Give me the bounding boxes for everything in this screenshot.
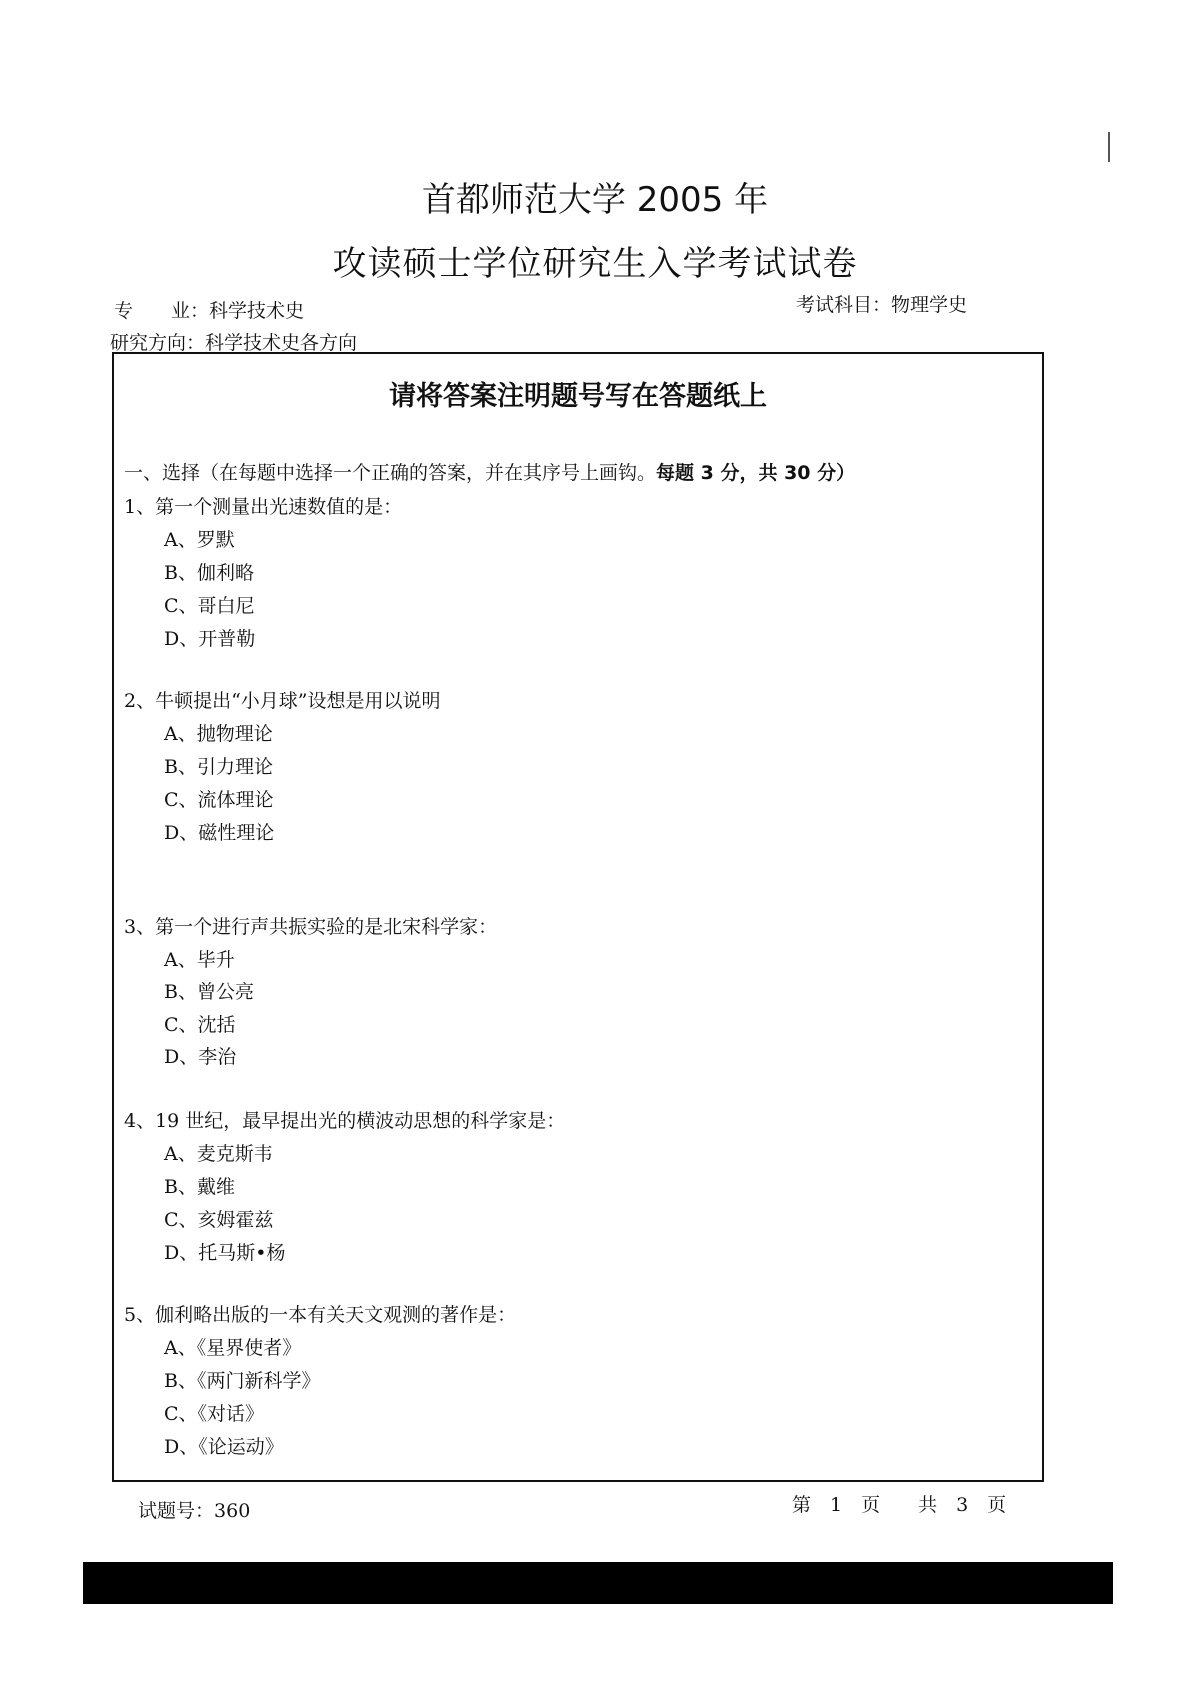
option: D、《论运动》: [164, 1436, 284, 1458]
option: A、《星界使者》: [164, 1337, 302, 1359]
exam-code: [138, 1496, 250, 1523]
page-number: 第 1 页 共 3 页: [792, 1494, 1007, 1516]
direction-row: [110, 328, 357, 355]
exam-title-university: 首都师范大学 2005 年: [421, 180, 769, 220]
major-label: 专 业：: [114, 300, 210, 322]
answer-instruction: 请将答案注明题号写在答题纸上: [389, 381, 767, 412]
option: B、《两门新科学》: [164, 1370, 321, 1392]
section-text: 一、选择（在每题中选择一个正确的答案，并在其序号上画钩。: [124, 462, 657, 484]
question-stem: 3、第一个进行声共振实验的是北宋科学家：: [124, 916, 498, 938]
section-heading: [124, 458, 855, 485]
option: B、伽利略: [164, 562, 254, 584]
question-stem: 5、伽利略出版的一本有关天文观测的著作是：: [124, 1304, 517, 1326]
scan-mark: [1108, 132, 1110, 162]
subject-label: 考试科目：: [796, 294, 892, 316]
question-stem: 2、牛顿提出“小月球”设想是用以说明: [124, 690, 441, 712]
option: C、哥白尼: [164, 595, 255, 617]
option: C、亥姆霍兹: [164, 1209, 274, 1231]
exam-title-paper: 攻读硕士学位研究生入学考试试卷: [332, 244, 858, 284]
scan-bottom-bar: [83, 1562, 1113, 1604]
option: A、毕升: [164, 949, 235, 971]
option: A、罗默: [164, 529, 235, 551]
section-score: 每题 3 分，共 30 分）: [656, 462, 856, 484]
option: D、托马斯•杨: [164, 1242, 286, 1264]
major-value: 科学技术史: [209, 300, 305, 322]
question-box: [112, 352, 1044, 1482]
option: A、麦克斯韦: [164, 1143, 273, 1165]
option: D、磁性理论: [164, 822, 275, 844]
option: B、引力理论: [164, 756, 273, 778]
option: D、开普勒: [164, 628, 256, 650]
direction-value: 科学技术史各方向: [205, 332, 358, 354]
subject-row: [796, 290, 967, 317]
subject-value: 物理学史: [891, 294, 968, 316]
option: C、《对话》: [164, 1403, 265, 1425]
question-stem: 4、19 世纪，最早提出光的横波动思想的科学家是：: [124, 1110, 566, 1132]
option: B、曾公亮: [164, 981, 254, 1003]
option: C、流体理论: [164, 789, 274, 811]
option: D、李治: [164, 1046, 237, 1068]
major-row: [114, 296, 304, 323]
option: C、沈括: [164, 1014, 236, 1036]
exam-code-label: 试题号：: [138, 1500, 215, 1522]
exam-code-value: 360: [214, 1500, 251, 1522]
direction-label: 研究方向：: [110, 332, 206, 354]
option: B、戴维: [164, 1176, 235, 1198]
question-stem: 1、第一个测量出光速数值的是：: [124, 496, 403, 518]
option: A、抛物理论: [164, 723, 273, 745]
